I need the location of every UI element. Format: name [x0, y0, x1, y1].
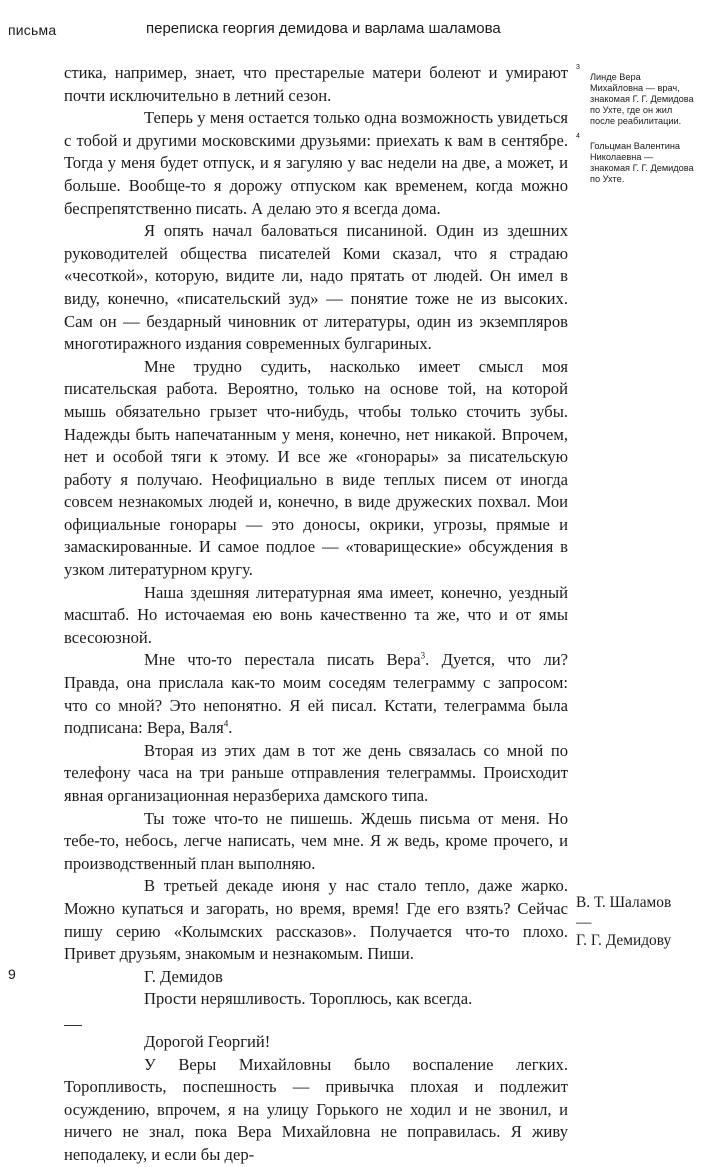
footnote-text: Линде Вера Михайловна — врач, знакомая Г. Г. Демидова по Ухте, где он жил после реабилитации.: [590, 72, 694, 126]
footnote-ref-4: 4: [223, 718, 229, 729]
paragraph-vera-text-2: . Дуется, что ли? Правда, она прислала как-то моим соседям телеграмму с запросом: что со мной? Это непонятно. Я ей писал. Кстати, телеграмма была подписана: Вера, Валя: [64, 650, 568, 738]
signature: Г. Демидов: [144, 966, 223, 986]
paragraph-3: Я опять начал баловаться писаниной. Один из здешних руководителей общества писателей Коми сказал, что я страдаю «чесоткой», которую, видите ли, надо прятать от людей. Он имел в виду, конечно, «писательский зуд» — понятие тоже не из высоких. Сам он — бездарный чиновник от литературы, один из экземпляров многотиражного издания современных булгариных.: [64, 221, 568, 354]
postscript: Прости неряшливость. Тороплюсь, как всегда.: [144, 989, 473, 1009]
letter-dash: —: [576, 914, 592, 931]
paragraph-7: Вторая из этих дам в тот же день связалась со мной по телефону часа на три раньше отправления телеграммы. Происходит явная организационная неразбериха дамского типа.: [64, 740, 568, 805]
footnote-ref-3: 3: [420, 650, 426, 661]
letter-to: Г. Г. Демидову: [576, 932, 672, 949]
page-number: 9: [8, 966, 16, 982]
paragraph-8: Ты тоже что-то не пишешь. Ждешь письма от меня. Но тебе-то, небось, легче написать, чем мне. Я ж ведь, кроме прочего, и производственный план выполняю.: [64, 808, 568, 873]
paragraph-5: Наша здешняя литературная яма имеет, конечно, уездный масштаб. Но источаемая ею вонь качественно та же, что и от ямы всесоюзной.: [64, 582, 568, 647]
paragraph-2: Теперь у меня остается только одна возможность увидеться с тобой и другими московскими друзьями: приехать к вам в сентябре. Тогда у меня будет отпуск, и я загуляю у вас недели на две, а может, и больше. Вообще-то я дорожу отпуском как временем, когда можно беспрепятственно писать. А делаю это я всегда дома.: [64, 108, 568, 218]
paragraph-4: Мне трудно судить, насколько имеет смысл моя писательская работа. Вероятно, только на основе той, на которой мышь обязательно грызет что-нибудь, чтобы только сточить зубы. Надежды быть напечатанным у меня, конечно, нет никакой. Впрочем, нет и особой тяги к этому. И все же «гонорары» за писательскую работу я получаю. Неофициально в виде теплых писем от иногда совсем незнакомых людей и, конечно, в виде дружеских похвал. Мои официальные гонорары — это доносы, окрики, угрозы, прямые и замаскированные. И самое подлое — «товарищеские» обсуждения в узком литературном кругу.: [64, 356, 568, 580]
footnote-3: [576, 64, 694, 127]
letter-addressing: [576, 893, 696, 951]
next-letter-paragraph: У Веры Михайловны было воспаление легких. Торопливость, поспешность — привычка плохая и подлежит осуждению, впрочем, я на улицу Горького не ходил и не звонил, и ничего не знал, пока Вера Михайловна не поправилась. Я живу неподалеку, и если бы дер-: [64, 1054, 568, 1164]
separator-dash: [64, 1013, 568, 1031]
running-title: переписка георгия демидова и варлама шаламова: [146, 20, 501, 37]
footnote-text: Гольцман Валентина Николаевна — знакомая Г. Г. Демидова по Ухте.: [590, 141, 694, 184]
footnote-number: 3: [576, 64, 580, 71]
paragraph-vera-end: .: [228, 718, 233, 738]
paragraph-9: В третьей декаде июня у нас стало тепло, даже жарко. Можно купаться и загорать, но время, время! Где его взять? Сейчас пишу серию «Колымских рассказов». Получается что-то плохо. Привет друзьям, знакомым и незнакомым. Пиши.: [64, 876, 568, 964]
footnote-4: [576, 133, 694, 185]
greeting: Дорогой Георгий!: [144, 1031, 271, 1051]
footnotes-column: [576, 64, 694, 191]
letter-body: [64, 62, 568, 1167]
paragraph-vera: [64, 649, 568, 739]
letter-from: В. Т. Шаламов: [576, 894, 672, 911]
paragraph-vera-text: Мне что-то перестала писать Вера: [144, 650, 421, 670]
paragraph-1: стика, например, знает, что престарелые матери болеют и умирают почти исключительно в летний сезон.: [64, 63, 568, 105]
footnote-number: 4: [576, 133, 580, 140]
section-label: письма: [8, 22, 57, 38]
